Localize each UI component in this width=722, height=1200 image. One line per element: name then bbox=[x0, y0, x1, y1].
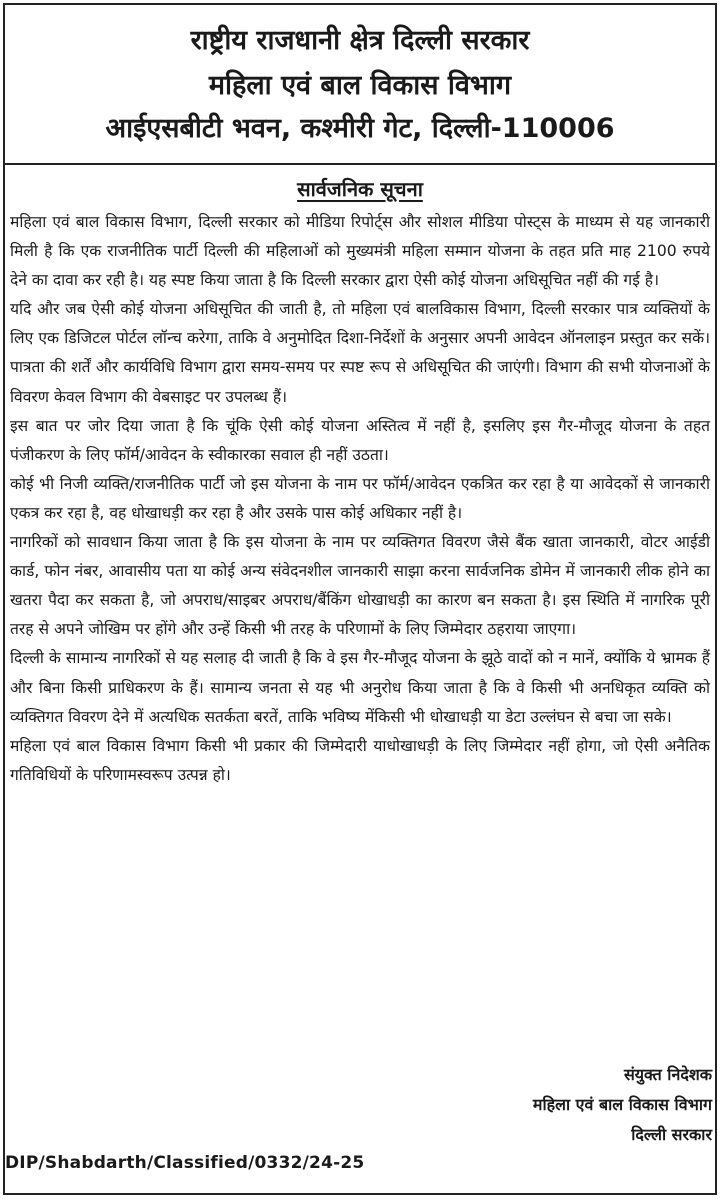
notice-body bbox=[5, 202, 715, 790]
reference-code: DIP/Shabdarth/Classified/0332/24-25 bbox=[5, 1153, 365, 1173]
header-department-line: महिला एवं बाल विकास विभाग bbox=[208, 70, 512, 101]
signature-designation: संयुक्त निदेशक bbox=[623, 1065, 712, 1084]
notice-paragraph: महिला एवं बाल विकास विभाग किसी भी प्रकार की जिम्मेदारी याधोखाधड़ी के लिए जिम्मेदार नहीं होगा, जो ऐसी अनैतिक गतिविधियों के परिणामस्वरूप उत्पन्न हो। bbox=[10, 736, 710, 784]
signature-block bbox=[533, 1060, 712, 1150]
header-address-line: आईएसबीटी भवन, कश्मीरी गेट, दिल्ली-110006 bbox=[105, 113, 615, 144]
notice-paragraph: यदि और जब ऐसी कोई योजना अधिसूचित की जाती है, तो महिला एवं बालविकास विभाग, दिल्ली सरकार पात्र व्यक्तियों के लिए एक डिजिटल पोर्टल लॉन्च करेगा, ताकि वे अनुमोदित दिशा-निर्देशों के अनुसार अपनी आवेदन ऑनलाइन प्रस्तुत कर सकें। पात्रता की शर्तें और कार्यविधि विभाग द्वारा समय-समय पर स्पष्ट रूप से अधिसूचित की जाएंगी। विभाग की सभी योजनाओं के विवरण केवल विभाग की वेबसाइट पर उपलब्ध हैं। bbox=[10, 300, 710, 406]
notice-paragraph: कोई भी निजी व्यक्ति/राजनीतिक पार्टी जो इस योजना के नाम पर फॉर्म/आवेदन एकत्रित कर रहा है या आवेदकों से जानकारी एकत्र कर रहा है, वह धोखाधड़ी कर रहा है और उसके पास कोई अधिकार नहीं है। bbox=[10, 474, 710, 522]
notice-title bbox=[5, 175, 715, 202]
notice-paragraph: इस बात पर जोर दिया जाता है कि चूंकि ऐसी कोई योजना अस्तित्व में नहीं है, इसलिए इस गैर-मौजूद योजना के तहत पंजीकरण के लिए फॉर्म/आवेदन के स्वीकारका सवाल ही नहीं उठता। bbox=[10, 416, 710, 464]
signature-department: महिला एवं बाल विकास विभाग bbox=[532, 1095, 712, 1114]
notice-header bbox=[5, 5, 715, 165]
notice-paragraph: नागरिकों को सावधान किया जाता है कि इस योजना के नाम पर व्यक्तिगत विवरण जैसे बैंक खाता जानकारी, वोटर आईडी कार्ड, फोन नंबर, आवासीय पता या कोई अन्य संवेदनशील जानकारी साझा करना सार्वजनिक डोमेन में जानकारी लीक होने का खतरा पैदा कर सकता है, जो अपराध/साइबर अपराध/बैंकिंग धोखाधड़ी का कारण बन सकता है। इस स्थिति में नागरिक पूरी तरह से अपने जोखिम पर होंगे और उन्हें किसी भी तरह के परिणामों के लिए जिम्मेदार ठहराया जाएगा। bbox=[10, 533, 710, 639]
notice-paragraph: दिल्ली के सामान्य नागरिकों से यह सलाह दी जाती है कि वे इस गैर-मौजूद योजना के झूठे वादों को न मानें, क्योंकि ये भ्रामक हैं और बिना किसी प्राधिकरण के हैं। सामान्य जनता से यह भी अनुरोध किया जाता है कि वे किसी भी अनधिकृत व्यक्ति को व्यक्तिगत विवरण देने में अत्यधिक सतर्कता बरतें, ताकि भविष्य मेंकिसी भी धोखाधड़ी या डेटा उल्लंघन से बचा जा सके। bbox=[10, 649, 710, 726]
header-government-line: राष्ट्रीय राजधानी क्षेत्र दिल्ली सरकार bbox=[190, 25, 530, 56]
notice-frame bbox=[3, 3, 717, 1195]
notice-paragraph: महिला एवं बाल विकास विभाग, दिल्ली सरकार को मीडिया रिपोर्ट्स और सोशल मीडिया पोस्ट्स के माध्यम से यह जानकारी मिली है कि एक राजनीतिक पार्टी दिल्ली की महिलाओं को मुख्यमंत्री महिला सम्मान योजना के तहत प्रति माह 2100 रुपये देने का दावा कर रही है। यह स्पष्ट किया जाता है कि दिल्ली सरकार द्वारा ऐसी कोई योजना अधिसूचित नहीं की गई है। bbox=[10, 213, 710, 290]
notice-title-text: सार्वजनिक सूचना bbox=[297, 177, 423, 201]
signature-government: दिल्ली सरकार bbox=[631, 1125, 712, 1144]
